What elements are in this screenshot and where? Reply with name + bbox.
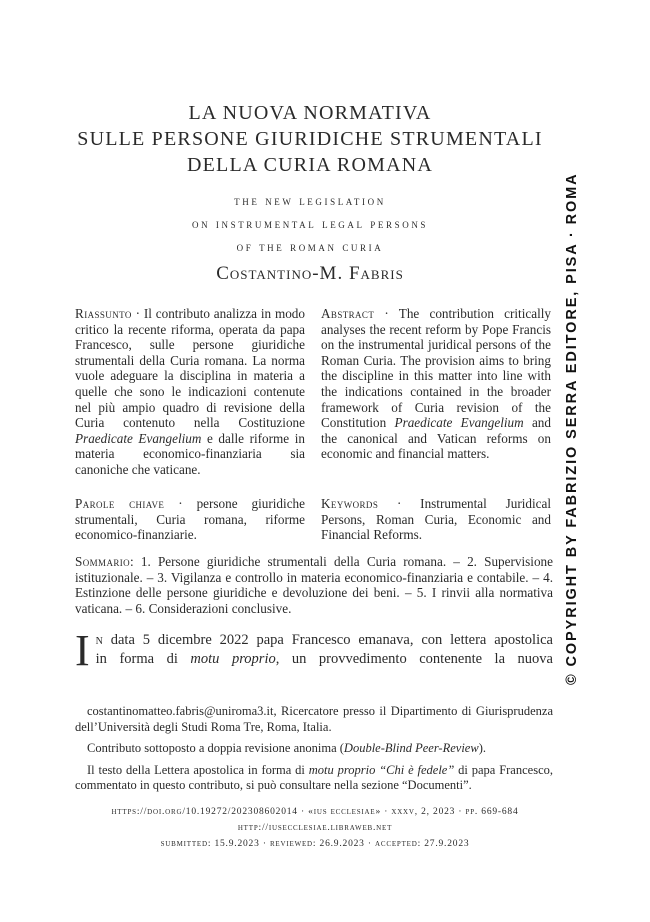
abstract-text-italic: Praedicate Evangelium — [394, 415, 524, 431]
body-opening — [75, 626, 553, 675]
body-line-2-a: in forma di — [95, 650, 191, 667]
abstract-text-b: and the canonical and Vatican reforms on economic and financial matters. — [321, 415, 551, 462]
title-it-line-1: LA NUOVA NORMATIVA — [188, 102, 432, 124]
abstract-text-a: The contribution critically analyses the recent reform by Pope Francis on the instrumental juridical persons of the Roman Curia. The provision aims to bring the discipline in this matter into line with the indications contained in the broader framework of Curia revision of the Constitution — [321, 306, 551, 431]
body-line-2-b: , un provvedimento contenente la nuova — [275, 650, 553, 667]
footnote-document — [75, 763, 553, 794]
body-line-1-text: data 5 dicembre 2022 papa Francesco emanava, con lettera apostolica — [102, 632, 553, 648]
riassunto-text-a: Il contributo analizza in modo critico la recente riforma, operata da papa Francesco, sulle persone giuridiche strumentali della Curia romana. La norma vuole adeguare la disciplina in materia a quelle che sono le indicazioni contenute nel più ampio quadro di revisione della Curia contenuto nella Costituzione — [75, 306, 305, 431]
title-en-line-2: on instrumental legal persons — [191, 217, 429, 231]
parole-chiave-label: Parole chiave — [75, 496, 165, 511]
keywords-separator: · — [378, 496, 421, 511]
keywords-block — [321, 496, 551, 543]
footnote-review-b: ). — [478, 741, 486, 755]
abstract-separator: · — [374, 306, 399, 321]
title-it-line-3: DELLA CURIA ROMANA — [186, 154, 434, 176]
website-line: http://iusecclesiae.libraweb.net — [237, 823, 393, 833]
title-en-line-3: of the roman curia — [236, 240, 384, 254]
parole-chiave-text: persone giuridiche strumentali, Curia romana, riforme economico-finanziarie. — [75, 496, 305, 543]
footnote-review-italic: Double-Blind Peer-Review — [343, 741, 479, 755]
title-it-line-2: SULLE PERSONE GIURIDICHE STRUMENTALI — [77, 128, 543, 150]
doi-line: https://doi.org/10.19272/202308602014 · «ius ecclesiae» · xxxv, 2, 2023 · pp. 669-684 — [111, 807, 519, 817]
copyright-text: © COPYRIGHT BY FABRIZIO SERRA EDITORE, PISA · ROMA — [564, 172, 580, 685]
sommario-text: : 1. Persone giuridiche strumentali della Curia romana. – 2. Supervisione istituzionale. – 3. Vigilanza e controllo in materia economico-finanziaria e contabile. – 4. Estinzione delle persone giuridiche e devoluzione dei beni. – 5. I rinvii alla normativa vaticana. – 6. Considerazioni conclusive. — [75, 554, 553, 616]
footnote-author: costantinomatteo.fabris@uniroma3.it, Ricercatore presso il Dipartimento di Giurisprudenza dell’Università degli Studi Roma Tre, Roma, Italia. — [75, 704, 553, 734]
keywords-label: Keywords — [321, 496, 379, 511]
footnote-document-b: di papa Francesco, commentato in questo contributo, si può consultare nella sezione “Documenti”. — [75, 762, 553, 792]
body-after-cap: n — [95, 632, 103, 648]
sommario-block — [75, 554, 553, 616]
footnote-review-a: Contributo sottoposto a doppia revisione anonima ( — [87, 741, 344, 755]
article-title-english — [60, 190, 560, 259]
footnotes — [75, 704, 553, 800]
parole-chiave-separator: · — [164, 496, 197, 511]
abstract-label: Abstract — [321, 306, 375, 321]
riassunto-text-b: e dalle riforme in materia economico-finanziaria sia canoniche che vaticane. — [75, 430, 305, 477]
abstract-block — [321, 306, 551, 462]
footnote-review — [75, 741, 553, 757]
drop-cap: I — [75, 626, 90, 675]
riassunto-block — [75, 306, 305, 478]
article-title-italian — [60, 100, 560, 178]
dates-line: submitted: 15.9.2023 · reviewed: 26.9.2023 · accepted: 27.9.2023 — [160, 839, 470, 849]
parole-chiave-block — [75, 496, 305, 543]
riassunto-separator: · — [131, 306, 144, 321]
body-line-2-italic: motu proprio — [190, 650, 276, 667]
riassunto-label: Riassunto — [75, 306, 132, 321]
riassunto-text-italic: Praedicate Evangelium — [75, 430, 202, 446]
keywords-text: Instrumental Juridical Persons, Roman Curia, Economic and Financial Reforms. — [321, 496, 551, 543]
author-name: Costantino-M. Fabris — [216, 263, 404, 284]
sommario-label: Sommario — [75, 554, 131, 569]
footnote-document-a: Il testo della Lettera apostolica in forma di — [87, 762, 309, 777]
title-en-line-1: the new legislation — [234, 194, 386, 208]
body-line-2 — [75, 650, 553, 669]
body-line-1 — [75, 631, 553, 650]
footnote-document-italic: motu proprio “Chi è fedele” — [308, 762, 455, 777]
